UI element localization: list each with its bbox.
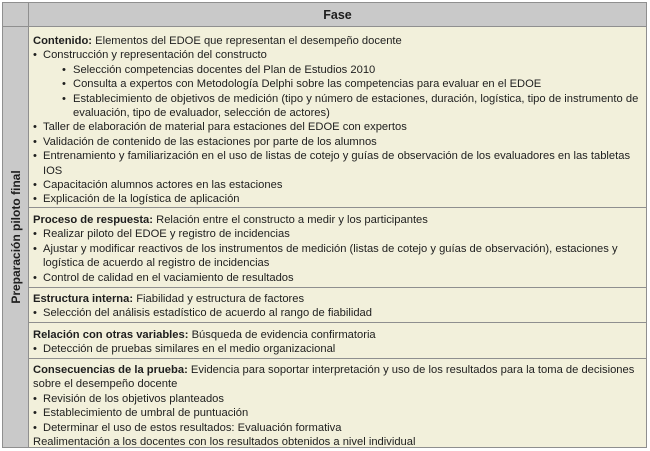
list-item: • Revisión de los objetivos planteados bbox=[33, 392, 642, 406]
section-heading-line bbox=[33, 363, 642, 377]
header-fase bbox=[29, 3, 646, 27]
list-item: • Construcción y representación del constructo bbox=[33, 48, 642, 62]
section-proceso-respuesta bbox=[29, 208, 646, 288]
section-heading-line bbox=[33, 292, 642, 306]
section-intro: Fiabilidad y estructura de factores bbox=[136, 293, 305, 305]
sub-list-item-continuation: evaluación, tipo de evaluador, selección de actores) bbox=[73, 106, 330, 119]
side-column bbox=[3, 27, 29, 447]
section-heading: Relación con otras variables: bbox=[33, 329, 189, 341]
list-item: • Determinar el uso de estos resultados: Evaluación formativa bbox=[33, 421, 642, 435]
section-intro: Búsqueda de evidencia confirmatoria bbox=[191, 329, 376, 341]
section-consecuencias bbox=[29, 359, 646, 449]
section-heading: Estructura interna: bbox=[33, 293, 134, 305]
sub-list-item: • Establecimiento de objetivos de medición (tipo y número de estaciones, duración, logística, tipo de instrumento de bbox=[33, 92, 642, 106]
list-item: • Realizar piloto del EDOE y registro de incidencias bbox=[33, 227, 642, 241]
closing-line: Realimentación a los docentes con los resultados obtenidos a nivel individual bbox=[33, 435, 416, 448]
list-item-continuation: IOS bbox=[43, 164, 63, 177]
section-estructura-interna bbox=[29, 288, 646, 323]
section-intro: Elementos del EDOE que representan el desempeño docente bbox=[95, 35, 402, 47]
section-intro-continuation: sobre el desempeño docente bbox=[33, 378, 178, 391]
section-intro: Relación entre el constructo a medir y los participantes bbox=[156, 214, 428, 226]
list-item: • Selección del análisis estadístico de acuerdo al rango de fiabilidad bbox=[33, 306, 642, 320]
list-item: • Detección de pruebas similares en el medio organizacional bbox=[33, 342, 642, 356]
list-item: • Control de calidad en el vaciamiento de resultados bbox=[33, 271, 642, 285]
sub-list-item: • Selección competencias docentes del Plan de Estudios 2010 bbox=[33, 63, 642, 77]
list-item: • Validación de contenido de las estaciones por parte de los alumnos bbox=[33, 135, 642, 149]
section-heading-line bbox=[33, 213, 642, 227]
section-heading: Contenido: bbox=[33, 35, 93, 47]
sub-list-item: • Consulta a expertos con Metodología Delphi sobre las competencias para evaluar en el EDOE bbox=[33, 77, 642, 91]
section-heading-line bbox=[33, 328, 642, 342]
section-heading-line bbox=[33, 34, 642, 48]
section-relacion-variables bbox=[29, 323, 646, 359]
list-item: • Explicación de la logística de aplicación bbox=[33, 192, 642, 206]
list-item: • Capacitación alumnos actores en las estaciones bbox=[33, 178, 642, 192]
section-contenido bbox=[29, 27, 646, 208]
list-item: • Establecimiento de umbral de puntuación bbox=[33, 406, 642, 420]
section-heading: Consecuencias de la prueba: bbox=[33, 364, 188, 376]
list-item: • Ajustar y modificar reactivos de los instrumentos de medición (listas de cotejo y guías de observación), estaciones y bbox=[33, 242, 642, 256]
header-corner-cell bbox=[3, 3, 29, 27]
section-heading: Proceso de respuesta: bbox=[33, 214, 154, 226]
list-item-continuation: logística de acuerdo al registro de incidencias bbox=[43, 257, 270, 270]
list-item: • Entrenamiento y familiarización en el uso de listas de cotejo y guías de observación de los evaluadores en las tabletas bbox=[33, 149, 642, 163]
header-title: Fase bbox=[323, 7, 352, 22]
list-item: • Taller de elaboración de material para estaciones del EDOE con expertos bbox=[33, 120, 642, 134]
evidence-table bbox=[2, 2, 647, 448]
section-intro: Evidencia para soportar interpretación y uso de los resultados para la toma de decisiones bbox=[190, 364, 635, 376]
side-label: Preparación piloto final bbox=[9, 170, 23, 304]
